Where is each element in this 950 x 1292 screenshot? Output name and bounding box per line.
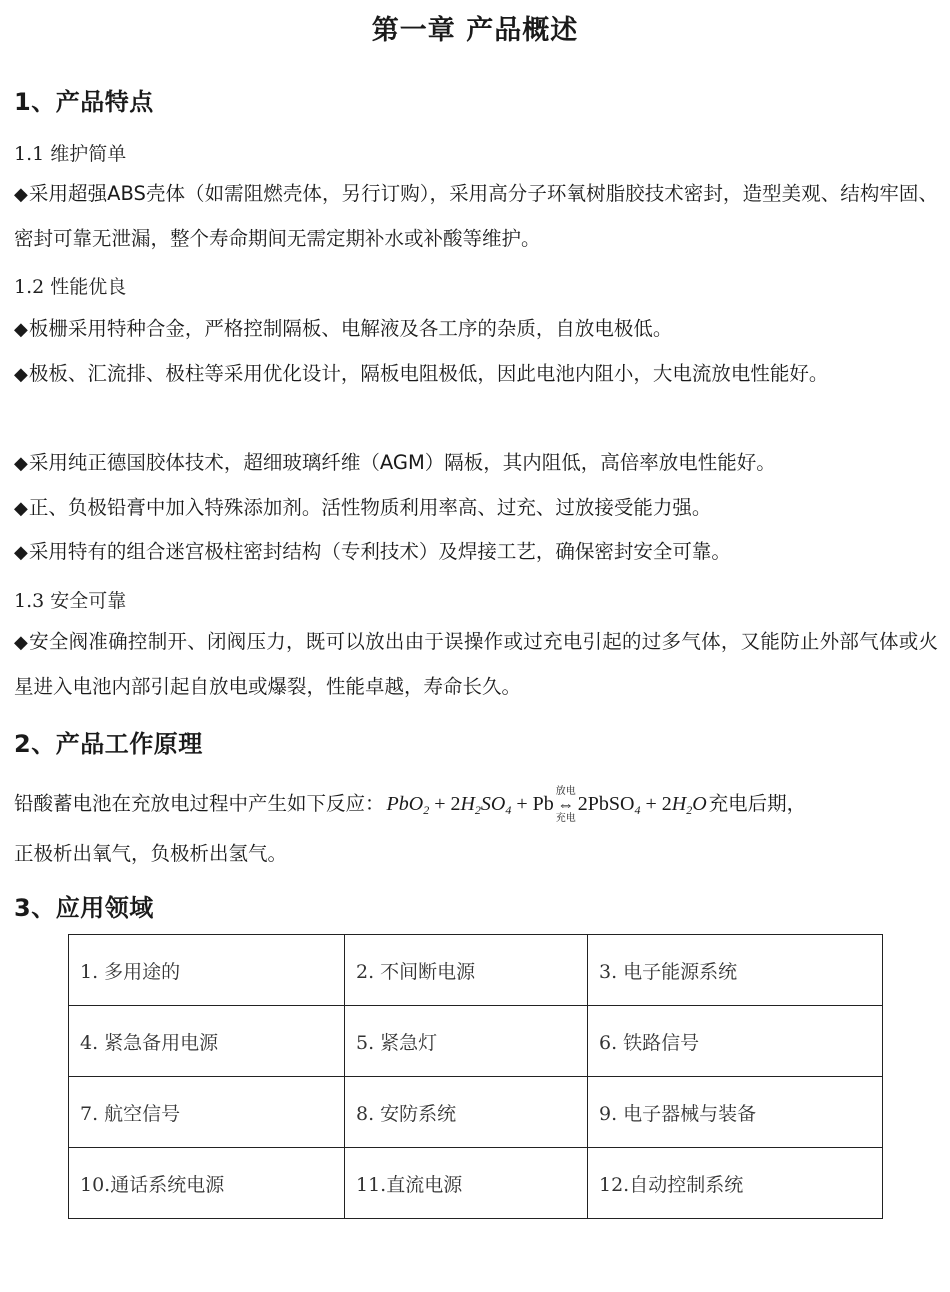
formula-term: 2PbSO xyxy=(577,793,635,815)
formula-term: H xyxy=(671,793,687,815)
formula-term: Pb xyxy=(532,793,554,815)
bullet-paragraph xyxy=(14,530,938,575)
section-heading-working-principle: 2、产品工作原理 xyxy=(14,730,203,758)
table-cell: 4. 紧急备用电源 xyxy=(69,1006,345,1077)
bullet-text: 板栅采用特种合金，严格控制隔板、电解液及各工序的杂质，自放电极低。 xyxy=(28,317,673,340)
double-arrow-icon: ⇔ xyxy=(557,795,575,815)
bullet-paragraph xyxy=(14,620,938,709)
bullet-paragraph xyxy=(14,352,938,397)
reaction-continuation-text: 正极析出氧气，负极析出氢气。 xyxy=(14,842,288,865)
bullet-diamond-icon: ◆ xyxy=(14,364,28,385)
arrow-label-charge: 充电 xyxy=(555,813,576,825)
table-cell: 8. 安防系统 xyxy=(345,1077,588,1148)
subsection-title-safety: 1.3 安全可靠 xyxy=(14,590,127,612)
section-heading-product-features: 1、产品特点 xyxy=(14,88,154,116)
reversible-arrow xyxy=(555,786,577,825)
subsection-title-performance: 1.2 性能优良 xyxy=(14,276,127,298)
formula-subscript: 2 xyxy=(686,803,693,817)
chapter-title: 第一章 产品概述 xyxy=(371,15,579,46)
bullet-diamond-icon: ◆ xyxy=(14,498,28,519)
bullet-text: 安全阀准确控制开、闭阀压力，既可以放出由于误操作或过充电引起的过多气体，又能防止外部气体或火星进入电池内部引起自放电或爆裂，性能卓越，寿命长久。 xyxy=(14,630,938,698)
formula-operator: + xyxy=(511,793,533,815)
table-cell: 6. 铁路信号 xyxy=(588,1006,883,1077)
formula-term: PbO xyxy=(386,793,424,815)
section-heading-applications: 3、应用领域 xyxy=(14,894,154,922)
bullet-diamond-icon: ◆ xyxy=(14,319,28,340)
formula-subscript: 4 xyxy=(505,803,512,817)
formula-term: H xyxy=(460,793,475,815)
arrow-label-discharge: 放电 xyxy=(555,786,576,798)
bullet-paragraph xyxy=(14,307,938,352)
table-cell: 1. 多用途的 xyxy=(69,935,345,1006)
table-cell: 3. 电子能源系统 xyxy=(588,935,883,1006)
table-cell: 7. 航空信号 xyxy=(69,1077,345,1148)
formula-term: O xyxy=(692,793,707,815)
table-row xyxy=(69,1148,883,1219)
formula-term: SO xyxy=(480,793,506,815)
table-cell: 9. 电子器械与装备 xyxy=(588,1077,883,1148)
table-row xyxy=(69,1077,883,1148)
formula-subscript: 2 xyxy=(474,803,481,817)
table-row xyxy=(69,1006,883,1077)
table-cell: 5. 紧急灯 xyxy=(345,1006,588,1077)
bullet-diamond-icon: ◆ xyxy=(14,453,28,474)
bullet-diamond-icon: ◆ xyxy=(14,632,29,653)
bullet-paragraph xyxy=(14,441,938,486)
table-cell: 12.自动控制系统 xyxy=(588,1148,883,1219)
bullet-paragraph xyxy=(14,172,938,261)
subsection-title-maintenance: 1.1 维护简单 xyxy=(14,143,127,165)
bullet-text: 采用纯正德国胶体技术，超细玻璃纤维（AGM）隔板，其内阻低，高倍率放电性能好。 xyxy=(28,451,776,474)
bullet-diamond-icon: ◆ xyxy=(14,184,28,205)
formula-operator: + 2 xyxy=(429,793,461,815)
formula-operator: + 2 xyxy=(640,793,672,815)
bullet-text: 采用超强ABS壳体（如需阻燃壳体，另行订购），采用高分子环氧树脂胶技术密封，造型美观、结构牢固、密封可靠无泄漏，整个寿命期间无需定期补水或补酸等维护。 xyxy=(14,182,938,250)
bullet-paragraph xyxy=(14,486,938,531)
bullet-text: 采用特有的组合迷宫极柱密封结构（专利技术）及焊接工艺，确保密封安全可靠。 xyxy=(28,540,731,563)
table-cell: 11.直流电源 xyxy=(345,1148,588,1219)
table-row xyxy=(69,935,883,1006)
formula-subscript: 4 xyxy=(634,803,641,817)
bullet-text: 正、负极铅膏中加入特殊添加剂。活性物质利用率高、过充、过放接受能力强。 xyxy=(28,496,712,519)
reaction-intro-text: 铅酸蓄电池在充放电过程中产生如下反应： xyxy=(14,792,385,815)
table-cell: 2. 不间断电源 xyxy=(345,935,588,1006)
bullet-diamond-icon: ◆ xyxy=(14,542,28,563)
applications-table xyxy=(68,934,883,1219)
table-cell: 10.通话系统电源 xyxy=(69,1148,345,1219)
formula-subscript: 2 xyxy=(423,803,430,817)
chemical-equation xyxy=(386,786,707,825)
reaction-paragraph xyxy=(14,782,938,826)
bullet-text: 极板、汇流排、极柱等采用优化设计，隔板电阻极低，因此电池内阻小，大电流放电性能好。 xyxy=(28,362,829,385)
reaction-after-text: 充电后期， xyxy=(708,792,807,815)
